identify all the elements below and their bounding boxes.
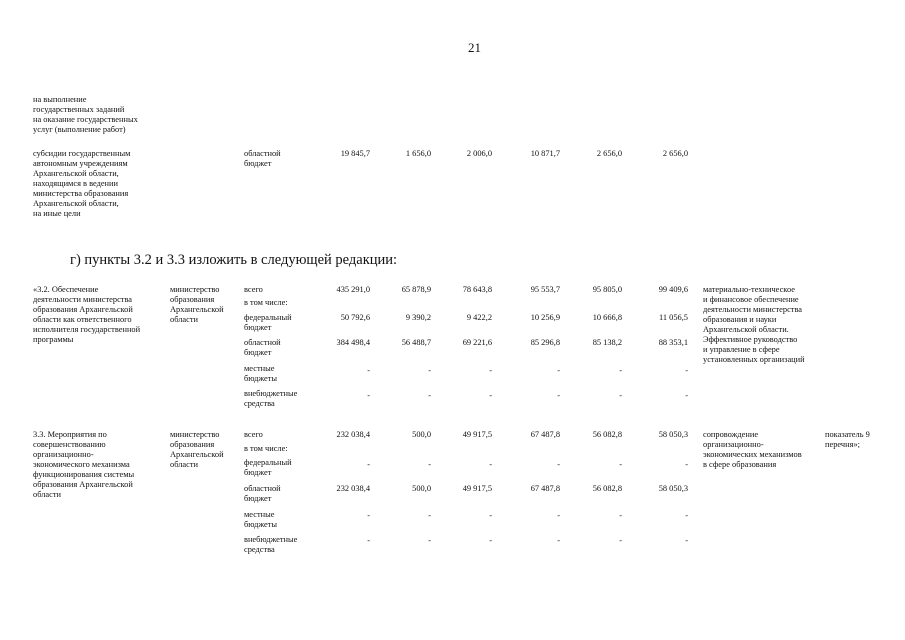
row-source: местные бюджеты bbox=[244, 364, 278, 383]
row-value: - bbox=[685, 391, 688, 400]
row-value: 500,0 bbox=[412, 484, 431, 493]
row-value: 10 666,8 bbox=[592, 313, 622, 322]
row-value: - bbox=[367, 366, 370, 375]
row-value: - bbox=[367, 511, 370, 520]
row-value: 85 296,8 bbox=[530, 338, 560, 347]
row-source: в том числе: bbox=[244, 298, 288, 307]
row-value: - bbox=[685, 366, 688, 375]
subsidy-source: областной бюджет bbox=[244, 149, 281, 168]
row-value: 95 553,7 bbox=[530, 285, 560, 294]
row-value: 50 792,6 bbox=[340, 313, 370, 322]
row-value: - bbox=[557, 366, 560, 375]
row-value: - bbox=[619, 366, 622, 375]
subsidy-text: субсидии государственным автономным учреждениям Архангельской области, находящимся в ведении министерства образования Архангельской области, на иные цели bbox=[33, 149, 131, 218]
row-source: федеральный бюджет bbox=[244, 313, 292, 332]
row-value: 500,0 bbox=[412, 430, 431, 439]
row-value: 49 917,5 bbox=[462, 484, 492, 493]
row-source: внебюджетные средства bbox=[244, 389, 298, 408]
item-executor: министерство образования Архангельской области bbox=[170, 285, 224, 324]
row-value: 69 221,6 bbox=[462, 338, 492, 347]
row-value: - bbox=[619, 511, 622, 520]
row-value: 9 422,2 bbox=[466, 313, 492, 322]
subsidy-value: 19 845,7 bbox=[340, 149, 370, 158]
row-value: - bbox=[489, 511, 492, 520]
row-value: 65 878,9 bbox=[401, 285, 431, 294]
item-title: «3.2. Обеспечение деятельности министерства образования Архангельской области как ответственного исполнителя государственной программы bbox=[33, 285, 141, 344]
row-value: 56 082,8 bbox=[592, 430, 622, 439]
subsidy-value: 1 656,0 bbox=[405, 149, 431, 158]
row-value: - bbox=[428, 536, 431, 545]
row-value: - bbox=[557, 511, 560, 520]
row-value: 56 488,7 bbox=[401, 338, 431, 347]
row-value: - bbox=[428, 460, 431, 469]
row-value: 435 291,0 bbox=[336, 285, 370, 294]
subsidy-value: 2 656,0 bbox=[662, 149, 688, 158]
row-value: 56 082,8 bbox=[592, 484, 622, 493]
row-value: 10 256,9 bbox=[530, 313, 560, 322]
row-value: - bbox=[685, 460, 688, 469]
row-value: 58 050,3 bbox=[658, 484, 688, 493]
row-value: 9 390,2 bbox=[405, 313, 431, 322]
subsidy-value: 10 871,7 bbox=[530, 149, 560, 158]
row-value: 67 487,8 bbox=[530, 484, 560, 493]
row-value: - bbox=[367, 536, 370, 545]
row-value: - bbox=[489, 366, 492, 375]
row-source: внебюджетные средства bbox=[244, 535, 298, 554]
subsidy-value: 2 656,0 bbox=[596, 149, 622, 158]
row-value: 58 050,3 bbox=[658, 430, 688, 439]
item-indicator: показатель 9 перечня»; bbox=[825, 430, 870, 449]
row-value: - bbox=[557, 391, 560, 400]
item-title: 3.3. Мероприятия по совершенствованию организационно- экономического механизма функционирования системы образования Архангельской области bbox=[33, 430, 135, 499]
row-value: - bbox=[428, 366, 431, 375]
row-value: - bbox=[685, 511, 688, 520]
row-value: 232 038,4 bbox=[336, 430, 370, 439]
row-source: областной бюджет bbox=[244, 338, 281, 357]
row-source: в том числе: bbox=[244, 444, 288, 453]
row-value: - bbox=[557, 460, 560, 469]
row-value: - bbox=[428, 391, 431, 400]
page-number: 21 bbox=[468, 40, 481, 55]
row-source: областной бюджет bbox=[244, 484, 281, 503]
row-value: - bbox=[428, 511, 431, 520]
item-executor: министерство образования Архангельской области bbox=[170, 430, 224, 469]
row-value: - bbox=[489, 536, 492, 545]
continuation-text: на выполнение государственных заданий на оказание государственных услуг (выполнение работ) bbox=[33, 95, 138, 134]
row-value: - bbox=[489, 460, 492, 469]
row-value: - bbox=[367, 460, 370, 469]
row-value: - bbox=[619, 536, 622, 545]
row-value: - bbox=[557, 536, 560, 545]
row-value: 99 409,6 bbox=[658, 285, 688, 294]
row-value: 78 643,8 bbox=[462, 285, 492, 294]
item-result: сопровождение организационно- экономических механизмов в сфере образования bbox=[703, 430, 802, 469]
row-value: 232 038,4 bbox=[336, 484, 370, 493]
row-value: - bbox=[367, 391, 370, 400]
row-value: - bbox=[489, 391, 492, 400]
row-value: 49 917,5 bbox=[462, 430, 492, 439]
row-source: местные бюджеты bbox=[244, 510, 278, 529]
row-value: - bbox=[619, 391, 622, 400]
row-source: всего bbox=[244, 285, 263, 294]
row-value: 95 805,0 bbox=[592, 285, 622, 294]
row-value: 384 498,4 bbox=[336, 338, 370, 347]
row-source: федеральный бюджет bbox=[244, 458, 292, 477]
row-value: 85 138,2 bbox=[592, 338, 622, 347]
subsidy-value: 2 006,0 bbox=[466, 149, 492, 158]
row-value: - bbox=[619, 460, 622, 469]
row-value: 88 353,1 bbox=[658, 338, 688, 347]
section-heading: г) пункты 3.2 и 3.3 изложить в следующей редакции: bbox=[70, 252, 398, 268]
row-value: - bbox=[685, 536, 688, 545]
item-result: материально-техническое и финансовое обеспечение деятельности министерства образования и науки Архангельской области. Эффективное руководство и управление в сфере установленных организаций bbox=[703, 285, 805, 364]
row-value: 11 056,5 bbox=[658, 313, 688, 322]
row-value: 67 487,8 bbox=[530, 430, 560, 439]
row-source: всего bbox=[244, 430, 263, 439]
